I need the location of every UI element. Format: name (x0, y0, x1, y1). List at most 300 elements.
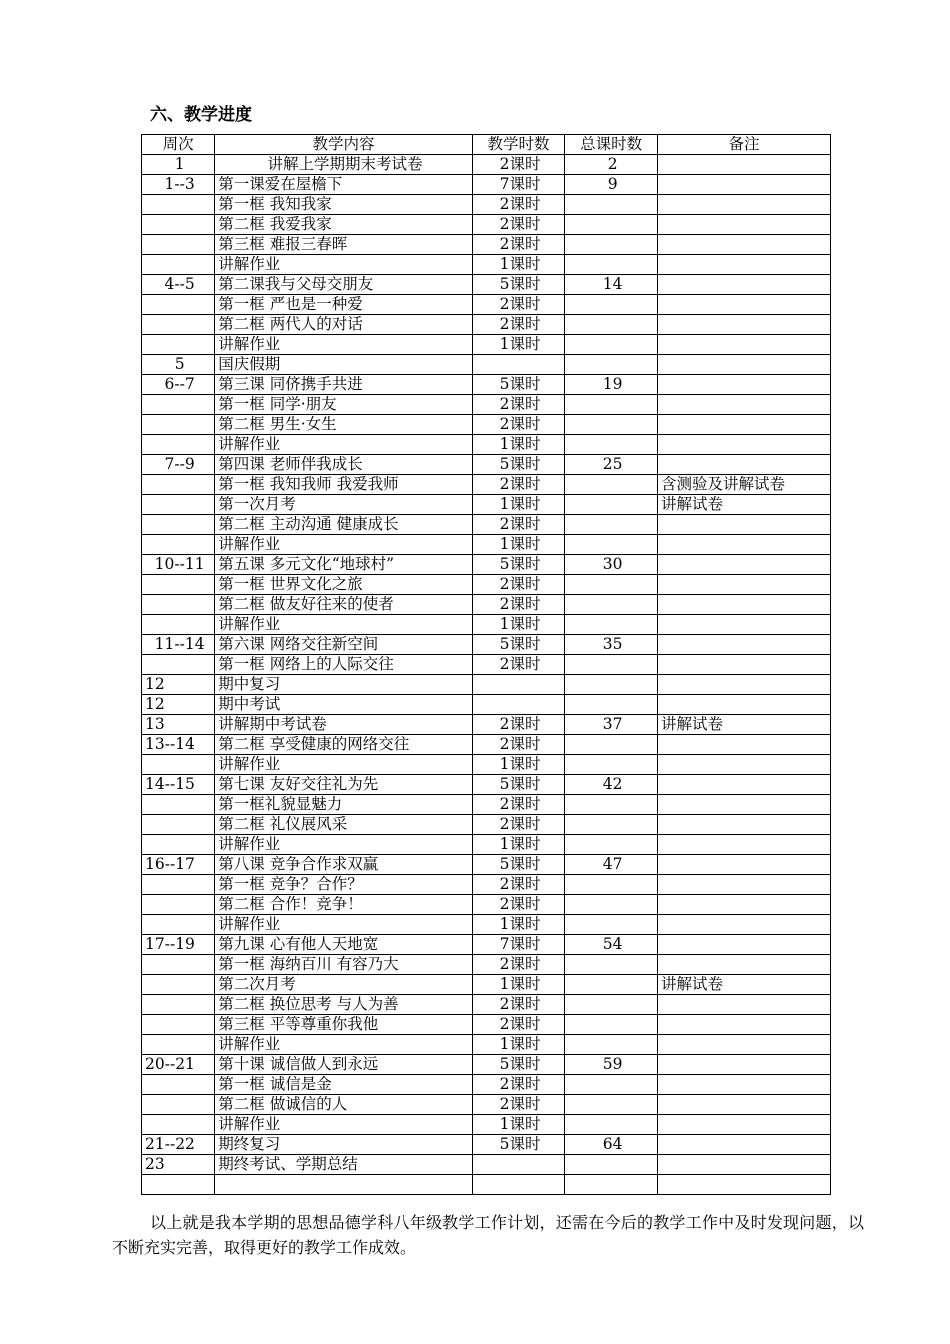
hours-cell: 2课时 (472, 1075, 565, 1095)
table-row (142, 515, 831, 535)
week-cell: 11--14 (142, 635, 215, 655)
note-cell (657, 235, 830, 255)
hours-cell (472, 1175, 565, 1195)
note-cell (657, 555, 830, 575)
total-cell (565, 1075, 658, 1095)
table-row (142, 815, 831, 835)
table-row (142, 435, 831, 455)
table-row (142, 595, 831, 615)
note-cell (657, 755, 830, 775)
table-body (142, 155, 831, 1195)
content-cell: 第八课 竞争合作求双赢 (215, 855, 472, 875)
header-week: 周次 (142, 135, 215, 155)
table-row (142, 875, 831, 895)
hours-cell: 1课时 (472, 755, 565, 775)
hours-cell: 1课时 (472, 975, 565, 995)
note-cell: 讲解试卷 (657, 715, 830, 735)
table-row (142, 295, 831, 315)
note-cell (657, 395, 830, 415)
table-row (142, 975, 831, 995)
section-title: 六、教学进度 (150, 105, 252, 125)
note-cell (657, 655, 830, 675)
hours-cell: 2课时 (472, 595, 565, 615)
total-cell (565, 595, 658, 615)
content-cell: 讲解作业 (215, 335, 472, 355)
content-cell: 第一框 同学·朋友 (215, 395, 472, 415)
table-row (142, 235, 831, 255)
content-cell: 第一框 海纳百川 有容乃大 (215, 955, 472, 975)
week-cell (142, 535, 215, 555)
hours-cell: 1课时 (472, 335, 565, 355)
table-row (142, 855, 831, 875)
note-cell (657, 855, 830, 875)
content-cell: 第七课 友好交往礼为先 (215, 775, 472, 795)
total-cell (565, 515, 658, 535)
note-cell (657, 535, 830, 555)
week-cell (142, 335, 215, 355)
week-cell (142, 875, 215, 895)
hours-cell: 1课时 (472, 435, 565, 455)
week-cell: 6--7 (142, 375, 215, 395)
note-cell (657, 215, 830, 235)
table-row (142, 315, 831, 335)
total-cell (565, 675, 658, 695)
note-cell (657, 735, 830, 755)
week-cell (142, 475, 215, 495)
content-cell: 第一框 世界文化之旅 (215, 575, 472, 595)
note-cell (657, 955, 830, 975)
content-cell: 讲解作业 (215, 835, 472, 855)
total-cell: 42 (565, 775, 658, 795)
hours-cell: 2课时 (472, 955, 565, 975)
total-cell (565, 535, 658, 555)
table-row (142, 215, 831, 235)
total-cell (565, 195, 658, 215)
content-cell: 讲解作业 (215, 255, 472, 275)
note-cell (657, 295, 830, 315)
content-cell: 第十课 诚信做人到永远 (215, 1055, 472, 1075)
week-cell (142, 575, 215, 595)
total-cell (565, 815, 658, 835)
hours-cell: 2课时 (472, 215, 565, 235)
table-row (142, 1115, 831, 1135)
week-cell (142, 1015, 215, 1035)
table-row (142, 1135, 831, 1155)
table-row (142, 695, 831, 715)
content-cell: 第二框 男生·女生 (215, 415, 472, 435)
hours-cell: 2课时 (472, 315, 565, 335)
table-row (142, 795, 831, 815)
hours-cell (472, 1155, 565, 1175)
table-row (142, 375, 831, 395)
week-cell: 1 (142, 155, 215, 175)
table-row (142, 995, 831, 1015)
total-cell (565, 835, 658, 855)
note-cell (657, 775, 830, 795)
table-row (142, 1035, 831, 1055)
note-cell (657, 615, 830, 635)
content-cell: 第一框 严也是一种爱 (215, 295, 472, 315)
hours-cell: 2课时 (472, 395, 565, 415)
table-row (142, 955, 831, 975)
hours-cell: 5课时 (472, 455, 565, 475)
total-cell (565, 895, 658, 915)
hours-cell: 2课时 (472, 575, 565, 595)
week-cell (142, 315, 215, 335)
week-cell: 14--15 (142, 775, 215, 795)
hours-cell: 2课时 (472, 655, 565, 675)
total-cell (565, 335, 658, 355)
note-cell (657, 895, 830, 915)
content-cell: 第一次月考 (215, 495, 472, 515)
hours-cell: 1课时 (472, 1035, 565, 1055)
week-cell (142, 515, 215, 535)
table-row (142, 935, 831, 955)
week-cell (142, 595, 215, 615)
week-cell (142, 1175, 215, 1195)
hours-cell: 1课时 (472, 495, 565, 515)
hours-cell (472, 355, 565, 375)
note-cell (657, 335, 830, 355)
note-cell (657, 795, 830, 815)
hours-cell: 1课时 (472, 615, 565, 635)
week-cell (142, 895, 215, 915)
content-cell: 第一框 我知我师 我爱我师 (215, 475, 472, 495)
total-cell: 9 (565, 175, 658, 195)
note-cell: 讲解试卷 (657, 975, 830, 995)
content-cell: 第二框 做友好往来的使者 (215, 595, 472, 615)
note-cell (657, 1035, 830, 1055)
hours-cell (472, 675, 565, 695)
content-cell (215, 1175, 472, 1195)
hours-cell: 2课时 (472, 995, 565, 1015)
hours-cell: 5课时 (472, 1135, 565, 1155)
note-cell (657, 1015, 830, 1035)
note-cell: 含测验及讲解试卷 (657, 475, 830, 495)
week-cell: 16--17 (142, 855, 215, 875)
content-cell: 第一框 我知我家 (215, 195, 472, 215)
note-cell (657, 415, 830, 435)
table-row (142, 495, 831, 515)
content-cell: 期中考试 (215, 695, 472, 715)
note-cell (657, 815, 830, 835)
week-cell: 17--19 (142, 935, 215, 955)
note-cell (657, 695, 830, 715)
table-header-row (142, 135, 831, 155)
total-cell (565, 395, 658, 415)
total-cell: 25 (565, 455, 658, 475)
total-cell: 19 (565, 375, 658, 395)
hours-cell: 5课时 (472, 1055, 565, 1075)
hours-cell: 5课时 (472, 775, 565, 795)
note-cell (657, 1055, 830, 1075)
content-cell: 第二框 主动沟通 健康成长 (215, 515, 472, 535)
content-cell: 第二框 两代人的对话 (215, 315, 472, 335)
content-cell: 讲解作业 (215, 1115, 472, 1135)
total-cell (565, 1175, 658, 1195)
total-cell: 54 (565, 935, 658, 955)
week-cell: 10--11 (142, 555, 215, 575)
hours-cell: 2课时 (472, 475, 565, 495)
table-row (142, 1075, 831, 1095)
week-cell: 13--14 (142, 735, 215, 755)
note-cell: 讲解试卷 (657, 495, 830, 515)
note-cell (657, 375, 830, 395)
content-cell: 第二框 享受健康的网络交往 (215, 735, 472, 755)
week-cell (142, 615, 215, 635)
hours-cell: 5课时 (472, 275, 565, 295)
hours-cell: 1课时 (472, 915, 565, 935)
teaching-schedule-table (141, 134, 831, 1195)
total-cell (565, 615, 658, 635)
week-cell: 4--5 (142, 275, 215, 295)
content-cell: 讲解期中考试卷 (215, 715, 472, 735)
content-cell: 期终考试、学期总结 (215, 1155, 472, 1175)
table-row (142, 155, 831, 175)
week-cell (142, 195, 215, 215)
note-cell (657, 455, 830, 475)
total-cell (565, 1155, 658, 1175)
note-cell (657, 635, 830, 655)
total-cell (565, 1015, 658, 1035)
total-cell (565, 575, 658, 595)
week-cell (142, 655, 215, 675)
total-cell (565, 655, 658, 675)
total-cell (565, 695, 658, 715)
total-cell (565, 215, 658, 235)
table-row (142, 775, 831, 795)
hours-cell: 7课时 (472, 935, 565, 955)
total-cell (565, 1095, 658, 1115)
table-row (142, 635, 831, 655)
note-cell (657, 435, 830, 455)
hours-cell: 2课时 (472, 715, 565, 735)
note-cell (657, 575, 830, 595)
content-cell: 讲解作业 (215, 755, 472, 775)
hours-cell: 5课时 (472, 375, 565, 395)
table-row (142, 555, 831, 575)
hours-cell: 7课时 (472, 175, 565, 195)
total-cell (565, 495, 658, 515)
week-cell: 12 (142, 675, 215, 695)
week-cell: 21--22 (142, 1135, 215, 1155)
table-row (142, 395, 831, 415)
note-cell (657, 515, 830, 535)
content-cell: 第一课爱在屋檐下 (215, 175, 472, 195)
table-row (142, 475, 831, 495)
hours-cell: 2课时 (472, 735, 565, 755)
table-row (142, 835, 831, 855)
table-row (142, 335, 831, 355)
hours-cell (472, 695, 565, 715)
note-cell (657, 275, 830, 295)
week-cell (142, 915, 215, 935)
table-row (142, 615, 831, 635)
note-cell (657, 1175, 830, 1195)
table-row (142, 1155, 831, 1175)
note-cell (657, 195, 830, 215)
week-cell (142, 215, 215, 235)
week-cell (142, 995, 215, 1015)
hours-cell: 2课时 (472, 235, 565, 255)
content-cell: 讲解上学期期末考试卷 (215, 155, 472, 175)
hours-cell: 2课时 (472, 1015, 565, 1035)
total-cell: 37 (565, 715, 658, 735)
content-cell: 第一框 竞争？合作？ (215, 875, 472, 895)
note-cell (657, 175, 830, 195)
total-cell (565, 255, 658, 275)
week-cell (142, 1075, 215, 1095)
note-cell (657, 835, 830, 855)
table-row (142, 195, 831, 215)
total-cell (565, 975, 658, 995)
note-cell (657, 1095, 830, 1115)
content-cell: 第六课 网络交往新空间 (215, 635, 472, 655)
total-cell: 59 (565, 1055, 658, 1075)
header-content: 教学内容 (215, 135, 472, 155)
note-cell (657, 1135, 830, 1155)
total-cell (565, 915, 658, 935)
total-cell (565, 415, 658, 435)
week-cell (142, 235, 215, 255)
content-cell: 讲解作业 (215, 615, 472, 635)
week-cell (142, 415, 215, 435)
note-cell (657, 1155, 830, 1175)
total-cell: 14 (565, 275, 658, 295)
total-cell (565, 795, 658, 815)
note-cell (657, 995, 830, 1015)
note-cell (657, 675, 830, 695)
hours-cell: 5课时 (472, 555, 565, 575)
hours-cell: 2课时 (472, 1095, 565, 1115)
total-cell (565, 735, 658, 755)
content-cell: 第二框 做诚信的人 (215, 1095, 472, 1115)
table-row (142, 655, 831, 675)
table-row (142, 715, 831, 735)
content-cell: 第一框 诚信是金 (215, 1075, 472, 1095)
week-cell (142, 295, 215, 315)
header-hours: 教学时数 (472, 135, 565, 155)
week-cell (142, 795, 215, 815)
content-cell: 第四课 老师伴我成长 (215, 455, 472, 475)
hours-cell: 2课时 (472, 415, 565, 435)
hours-cell: 2课时 (472, 155, 565, 175)
hours-cell: 1课时 (472, 835, 565, 855)
content-cell: 国庆假期 (215, 355, 472, 375)
content-cell: 第二框 合作！竞争！ (215, 895, 472, 915)
total-cell: 47 (565, 855, 658, 875)
note-cell (657, 355, 830, 375)
note-cell (657, 155, 830, 175)
content-cell: 第五课 多元文化“地球村” (215, 555, 472, 575)
total-cell (565, 995, 658, 1015)
total-cell (565, 295, 658, 315)
week-cell (142, 835, 215, 855)
table-row (142, 355, 831, 375)
table-row (142, 455, 831, 475)
table-row (142, 1175, 831, 1195)
content-cell: 讲解作业 (215, 535, 472, 555)
header-note: 备注 (657, 135, 830, 155)
table-row (142, 255, 831, 275)
week-cell: 20--21 (142, 1055, 215, 1075)
week-cell (142, 435, 215, 455)
table-row (142, 275, 831, 295)
content-cell: 第二次月考 (215, 975, 472, 995)
week-cell (142, 1095, 215, 1115)
content-cell: 第一框礼貌显魅力 (215, 795, 472, 815)
week-cell (142, 975, 215, 995)
table-row (142, 675, 831, 695)
total-cell (565, 875, 658, 895)
note-cell (657, 875, 830, 895)
total-cell (565, 435, 658, 455)
week-cell (142, 1035, 215, 1055)
week-cell (142, 815, 215, 835)
total-cell (565, 755, 658, 775)
week-cell: 13 (142, 715, 215, 735)
total-cell (565, 355, 658, 375)
total-cell (565, 955, 658, 975)
note-cell (657, 595, 830, 615)
content-cell: 第一框 网络上的人际交往 (215, 655, 472, 675)
total-cell: 2 (565, 155, 658, 175)
hours-cell: 5课时 (472, 635, 565, 655)
table-row (142, 735, 831, 755)
content-cell: 讲解作业 (215, 915, 472, 935)
table-row (142, 535, 831, 555)
table-row (142, 895, 831, 915)
content-cell: 第二框 我爱我家 (215, 215, 472, 235)
content-cell: 讲解作业 (215, 435, 472, 455)
hours-cell: 2课时 (472, 195, 565, 215)
total-cell: 35 (565, 635, 658, 655)
hours-cell: 1课时 (472, 1115, 565, 1135)
total-cell (565, 235, 658, 255)
content-cell: 第三框 平等尊重你我他 (215, 1015, 472, 1035)
header-total: 总课时数 (565, 135, 658, 155)
hours-cell: 1课时 (472, 535, 565, 555)
hours-cell: 2课时 (472, 795, 565, 815)
week-cell (142, 955, 215, 975)
total-cell: 30 (565, 555, 658, 575)
hours-cell: 1课时 (472, 255, 565, 275)
week-cell: 1--3 (142, 175, 215, 195)
hours-cell: 2课时 (472, 515, 565, 535)
week-cell (142, 395, 215, 415)
content-cell: 第二框 礼仪展风采 (215, 815, 472, 835)
table-row (142, 1055, 831, 1075)
note-cell (657, 935, 830, 955)
note-cell (657, 255, 830, 275)
hours-cell: 2课时 (472, 815, 565, 835)
week-cell: 12 (142, 695, 215, 715)
content-cell: 第九课 心有他人天地宽 (215, 935, 472, 955)
table-row (142, 915, 831, 935)
note-cell (657, 315, 830, 335)
total-cell (565, 1115, 658, 1135)
week-cell (142, 495, 215, 515)
total-cell (565, 315, 658, 335)
total-cell (565, 1035, 658, 1055)
note-cell (657, 915, 830, 935)
table-row (142, 415, 831, 435)
table-row (142, 755, 831, 775)
content-cell: 第二框 换位思考 与人为善 (215, 995, 472, 1015)
note-cell (657, 1075, 830, 1095)
content-cell: 期终复习 (215, 1135, 472, 1155)
content-cell: 讲解作业 (215, 1035, 472, 1055)
